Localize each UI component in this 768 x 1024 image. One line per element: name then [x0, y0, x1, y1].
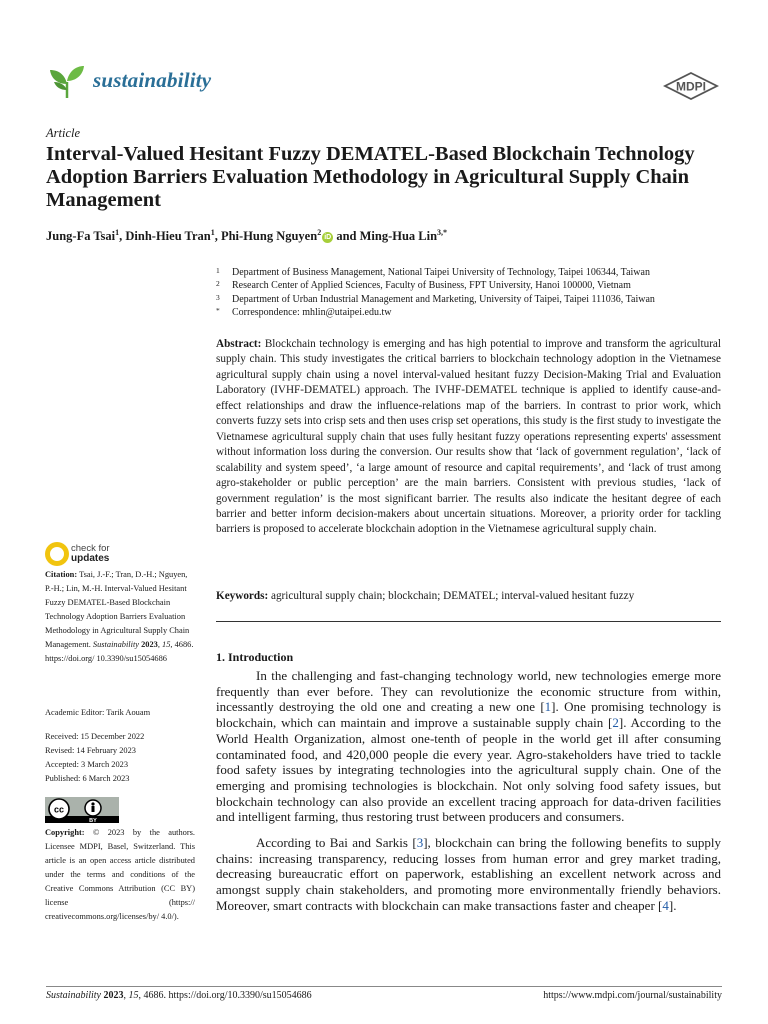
paragraph-text: In the challenging and fast-changing technology world, new technologies emerge more frequently than ever before. They can revolutionize the economic structure from within, incessantly destroying the old one and creating a new one [	[216, 668, 721, 715]
academic-editor: Academic Editor: Tarik Aouam	[45, 708, 151, 717]
check-updates-line2: updates	[71, 553, 110, 564]
abstract-text: Blockchain technology is emerging and has high potential to improve and transform the agricultural supply chain. This study investigates the critical barriers to blockchain technology adoption in the Vietnamese agricultural supply chain using a novel interval-valued hesitant fuzzy Decision-Making Trial and Evaluation Laboratory (IVHF-DEMATEL) approach. The IVHF-DEMATEL technique is applied to identify cause-and-effect relationships and draw the influence-relations map of the barriers. In contrast to prior work, which converts fuzzy sets into crisp sets and then uses crisp set operations, this study is the first study to investigate the Vietnamese agricultural supply chain that uses fully hesitant fuzzy operations representing experts' assessment without information loss during the conversion. Our results show that ‘lack of government regulation’, ‘lack of scalability and system speed’, ‘a large amount of resource and capital requirements’, and ‘lack of trust among agro-stakeholder or public perception’ are the main barriers. Consistent with previous studies, ‘lack of government regulation’ is the most significant barrier. The results also indicate the hesitant degree of each barrier and better inform decision-makers about uncertain situations. Moreover, a priority order for tackling barriers is proposed to accelerate blockchain adoption in the Vietnamese agricultural supply chain.	[216, 338, 721, 536]
sustainability-leaf-logo	[47, 62, 87, 102]
affiliation-number: 1	[216, 266, 220, 275]
keywords-text: agricultural supply chain; blockchain; DEMATEL; interval-valued hesitant fuzzy	[271, 590, 635, 602]
affiliation-item	[216, 306, 726, 319]
citation-label: Citation:	[45, 570, 78, 579]
paper-title: Interval-Valued Hesitant Fuzzy DEMATEL-Based Blockchain Technology Adoption Barriers Evaluation Methodology in Agricultural Supply Chain Management	[46, 143, 695, 211]
paragraph-text: ], blockchain can bring the following benefits to supply chains: increasing transparency, reducing losses from human error and grey market trading, decreasing bureaucratic effort on paperwork, establishing an excellent network across and amongst supply chain stakeholders, and promoting more environmentally friendly behaviors. Moreover, smart contracts with blockchain can make transactions faster and cheaper [	[216, 835, 721, 913]
mdpi-logo-text: MDPI	[676, 79, 706, 94]
orcid-icon[interactable]: iD	[324, 234, 332, 242]
citation-doi[interactable]: , 4686. https://doi.org/ 10.3390/su15054686	[45, 640, 194, 663]
footer-divider	[46, 986, 722, 987]
svg-text:cc: cc	[53, 804, 65, 815]
author-affiliation-number: 3,*	[437, 228, 448, 237]
keywords	[216, 589, 721, 604]
footer-doi[interactable]: , 4686. https://doi.org/10.3390/su15054686	[138, 990, 312, 1001]
check-updates-line1: check for	[71, 543, 110, 554]
affiliation-text: Research Center of Applied Sciences, Faculty of Business, FPT University, Hanoi 100000, Vietnam	[232, 280, 631, 292]
affiliations	[216, 266, 726, 319]
citation-journal: Sustainability	[92, 640, 139, 649]
abstract	[216, 337, 721, 538]
paragraph-text: ]. One promising technology is blockchain, which can maintain and improve a sustainable supply chain [	[216, 699, 721, 731]
paragraph-text: According to Bai and Sarkis [	[256, 835, 417, 850]
copyright-text: © 2023 by the authors. Licensee MDPI, Basel, Switzerland. This article is an open access article distributed under the terms and conditions of the Creative Commons Attribution (CC BY) license (https:// creativecommons.org/licenses/by/ 4.0/).	[45, 828, 196, 921]
publication-dates	[45, 730, 195, 786]
footer-year: 2023	[103, 990, 124, 1001]
journal-name: sustainability	[93, 68, 212, 92]
citation-text: Tsai, J.-F.; Tran, D.-H.; Nguyen, P.-H.; Lin, M.-H. Interval-Valued Hesitant Fuzzy DEMATEL-Based Blockchain Technology Adoption Barriers Evaluation Methodology in Agricultural Supply Chain Management.	[45, 570, 190, 649]
date-item: Accepted: 3 March 2023	[45, 760, 129, 769]
citation-link[interactable]: 1	[544, 699, 552, 715]
cc-by-label: BY	[89, 818, 97, 823]
check-updates-icon	[45, 542, 69, 566]
citation-volume: 15	[162, 640, 171, 649]
citation-link[interactable]: 3	[416, 835, 424, 850]
footer-journal-url[interactable]: https://www.mdpi.com/journal/sustainability	[543, 990, 722, 1001]
footer-volume: 15	[128, 990, 139, 1001]
affiliation-number: *	[216, 305, 220, 315]
author-affiliation-number: 2	[317, 228, 322, 237]
footer-citation: Sustainability 2023, 15, 4686. https://doi.org/10.3390/su15054686	[46, 990, 312, 1001]
affiliation-item	[216, 293, 726, 306]
section-divider	[216, 621, 721, 622]
citation-block: Citation: Tsai, J.-F.; Tran, D.-H.; Nguyen, P.-H.; Lin, M.-H. Interval-Valued Hesitant Fuzzy DEMATEL-Based Blockchain Technology Adoption Barriers Evaluation Methodology in Agricultural Supply Chain Management. Sustainability 2023, 15, 4686. https://doi.org/ 10.3390/su15054686	[45, 570, 194, 663]
footer-journal: Sustainability	[46, 990, 101, 1001]
intro-paragraph-1	[216, 668, 721, 825]
citation-link[interactable]: 4	[662, 897, 669, 913]
intro-paragraph-2	[216, 835, 721, 914]
author-name[interactable]: Phi-Hung Nguyen	[220, 229, 318, 244]
affiliation-number: 2	[216, 279, 220, 289]
affiliation-item	[216, 266, 726, 279]
paragraph-text: ]. According to the World Health Organization, almost one-tenth of people in the world get ill after consuming contaminated food, and 420,000 people die every year. Agro-stakeholders have tried to tackle food safety issues by integrating technologies into the agricultural supply chain. One of the emerging and promising technologies is blockchain. Not only solving food safety issues, but blockchain technology can also provide an excellent tracing approach for data-driven facilities and intelligent farming, thus restoring trust between producers and consumers.	[216, 715, 722, 825]
date-item: Published: 6 March 2023	[45, 774, 130, 783]
citation-link[interactable]: 2	[612, 715, 619, 731]
paragraph-text: ].	[668, 897, 677, 913]
author-name[interactable]: Dinh-Hieu Tran	[125, 229, 211, 244]
cc-by-license-icon[interactable]	[45, 797, 119, 823]
mdpi-logo	[663, 72, 719, 100]
section-heading-introduction: 1. Introduction	[216, 650, 294, 664]
article-type: Article	[46, 126, 81, 140]
author-name[interactable]: Jung-Fa Tsai	[46, 229, 116, 244]
date-item: Revised: 14 February 2023	[45, 746, 136, 755]
author-name[interactable]: Ming-Hua Lin	[359, 229, 438, 244]
abstract-label: Abstract:	[216, 338, 262, 350]
copyright-label: Copyright:	[45, 828, 85, 837]
author-affiliation-number: 1	[115, 228, 120, 237]
check-for-updates-badge[interactable]	[45, 542, 170, 568]
copyright-notice	[45, 826, 195, 924]
date-item: Received: 15 December 2022	[45, 732, 145, 741]
affiliation-number: 3	[216, 292, 220, 302]
affiliation-text: Department of Business Management, National Taipei University of Technology, Taipei 106344, Taiwan	[232, 267, 650, 278]
affiliation-text: Correspondence: mhlin@utaipei.edu.tw	[232, 306, 392, 318]
keywords-label: Keywords:	[216, 590, 269, 602]
author-affiliation-number: 1	[210, 228, 215, 237]
affiliation-item	[216, 279, 726, 292]
affiliation-text: Department of Urban Industrial Management and Marketing, University of Taipei, Taipei 111036, Taiwan	[232, 293, 655, 305]
author-list: Jung-Fa Tsai$^1$, Dinh-Hieu Tran$^1$, Phi-Hung Nguyen$^2$iD and Ming-Hua Lin$^{3,*}$	[46, 228, 448, 244]
citation-year: 2023	[141, 640, 158, 649]
